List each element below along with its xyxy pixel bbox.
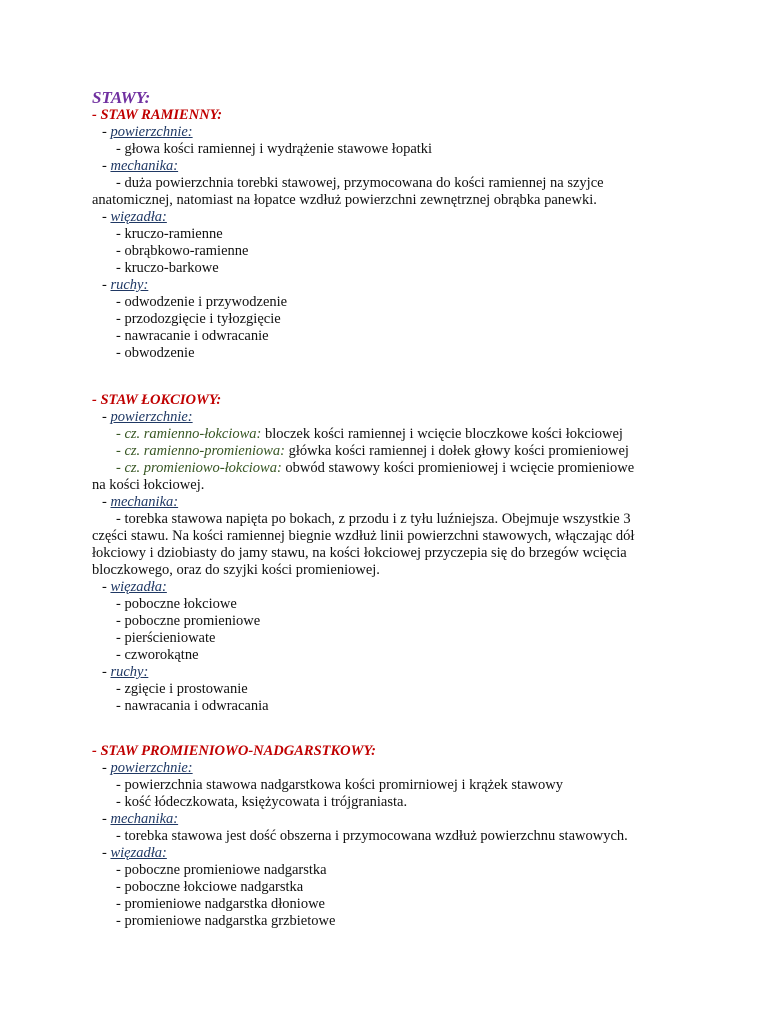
sub-label: - cz. ramienno-promieniowa: xyxy=(116,443,286,459)
list-item: - czworokątne xyxy=(116,647,199,663)
label-row: - powierzchnie: xyxy=(102,760,193,776)
section-staw-ramienny xyxy=(92,107,682,362)
paragraph-line: części stawu. Na kości ramiennej biegnie wzdłuż linii powierzchni stawowych, włączając dół xyxy=(92,528,635,544)
label-row: - powierzchnie: xyxy=(102,409,193,425)
section-heading: - STAW RAMIENNY: xyxy=(92,107,223,123)
label-row: - mechanika: xyxy=(102,811,179,827)
paragraph-line: na kości łokciowej. xyxy=(92,477,205,493)
label-ruchy: ruchy: xyxy=(110,664,149,680)
paragraph-line: - torebka stawowa jest dość obszerna i przymocowana wzdłuż powierzchnu stawowych. xyxy=(116,828,628,844)
sub-text: obwód stawowy kości promieniowej i wcięcie promieniowe xyxy=(281,460,635,476)
label-row: - powierzchnie: xyxy=(102,124,193,140)
paragraph-line: - duża powierzchnia torebki stawowej, przymocowana do kości ramiennej na szyjce xyxy=(116,175,604,191)
list-item: - przodozgięcie i tyłozgięcie xyxy=(116,311,281,327)
label-row: - mechanika: xyxy=(102,158,179,174)
label-wiezadla: więzadła: xyxy=(110,209,167,225)
document-title: STAWY: xyxy=(92,88,151,107)
paragraph-line: bloczkowego, oraz do szyjki kości promieniowej. xyxy=(92,562,380,578)
label-mechanika: mechanika: xyxy=(110,494,179,510)
sub-label: - cz. ramienno-łokciowa: xyxy=(116,426,262,442)
label-ruchy: ruchy: xyxy=(110,277,149,293)
label-row: - ruchy: xyxy=(102,664,149,680)
list-item: - poboczne promieniowe xyxy=(116,613,261,629)
list-item: - nawracanie i odwracanie xyxy=(116,328,269,344)
section-staw-promieniowo-nadgarstkowy xyxy=(92,743,682,930)
label-powierzchnie: powierzchnie: xyxy=(110,409,193,425)
list-item: - kruczo-ramienne xyxy=(116,226,223,242)
section-staw-lokciowy xyxy=(92,392,682,715)
list-item xyxy=(92,426,682,443)
sub-text: bloczek kości ramiennej i wcięcie bloczkowe kości łokciowej xyxy=(261,426,623,442)
label-row: - więzadła: xyxy=(102,579,167,595)
list-item: - głowa kości ramiennej i wydrążenie stawowe łopatki xyxy=(116,141,433,157)
list-item: - kruczo-barkowe xyxy=(116,260,219,276)
label-wiezadla: więzadła: xyxy=(110,579,167,595)
list-item: - promieniowe nadgarstka dłoniowe xyxy=(116,896,325,912)
paragraph-line: - torebka stawowa napięta po bokach, z przodu i z tyłu luźniejsza. Obejmuje wszystkie 3 xyxy=(116,511,631,527)
list-item: - odwodzenie i przywodzenie xyxy=(116,294,288,310)
list-item: - obrąbkowo-ramienne xyxy=(116,243,249,259)
label-row: - więzadła: xyxy=(102,209,167,225)
section-heading: - STAW ŁOKCIOWY: xyxy=(92,392,222,408)
list-item: - pierścieniowate xyxy=(116,630,216,646)
list-item: - poboczne łokciowe nadgarstka xyxy=(116,879,304,895)
list-item: - zgięcie i prostowanie xyxy=(116,681,248,697)
list-item: - obwodzenie xyxy=(116,345,195,361)
list-item xyxy=(92,443,682,460)
section-heading: - STAW PROMIENIOWO-NADGARSTKOWY: xyxy=(92,743,376,759)
list-item: - poboczne promieniowe nadgarstka xyxy=(116,862,327,878)
label-powierzchnie: powierzchnie: xyxy=(110,124,193,140)
label-mechanika: mechanika: xyxy=(110,811,179,827)
label-row: - mechanika: xyxy=(102,494,179,510)
sub-label: - cz. promieniowo-łokciowa: xyxy=(116,460,282,476)
list-item: - powierzchnia stawowa nadgarstkowa kości promirniowej i krążek stawowy xyxy=(116,777,563,793)
sub-text: główka kości ramiennej i dołek głowy kości promieniowej xyxy=(285,443,629,459)
list-item: - kość łódeczkowata, księżycowata i trójgraniasta. xyxy=(116,794,408,810)
label-mechanika: mechanika: xyxy=(110,158,179,174)
paragraph-line: łokciowy i dziobiasty do jamy stawu, na kości łokciowej przyczepia się do brzegów wcięcia xyxy=(92,545,627,561)
label-row: - więzadła: xyxy=(102,845,167,861)
label-wiezadla: więzadła: xyxy=(110,845,167,861)
list-item: - nawracania i odwracania xyxy=(116,698,269,714)
label-row: - ruchy: xyxy=(102,277,149,293)
list-item xyxy=(92,460,682,477)
paragraph-line: anatomicznej, natomiast na łopatce wzdłuż powierzchni zewnętrznej obrąbka panewki. xyxy=(92,192,597,208)
list-item: - promieniowe nadgarstka grzbietowe xyxy=(116,913,336,929)
label-powierzchnie: powierzchnie: xyxy=(110,760,193,776)
list-item: - poboczne łokciowe xyxy=(116,596,237,612)
